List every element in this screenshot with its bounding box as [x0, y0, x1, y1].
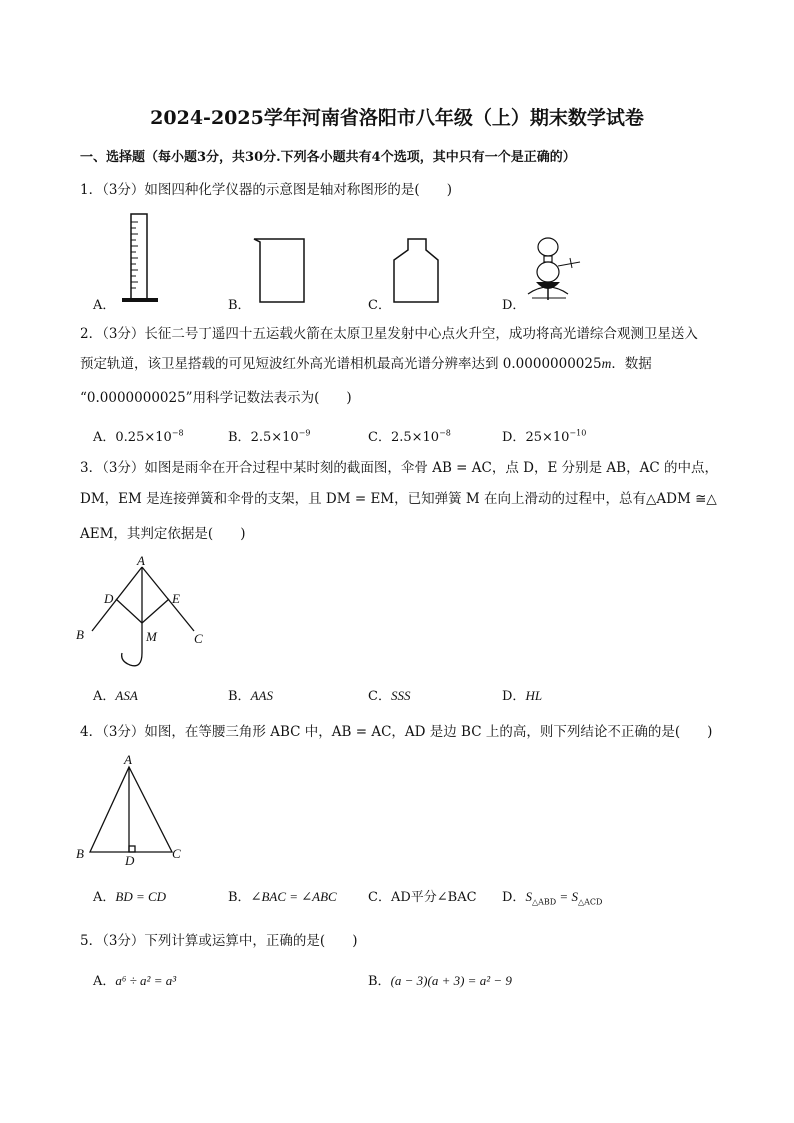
question-3-line-3: AEM，其判定依据是( )	[80, 526, 246, 542]
question-1-stem: 1．（3分）如图四种化学仪器的示意图是轴对称图形的是( )	[80, 182, 452, 198]
question-1-option-a[interactable]: A．	[93, 298, 116, 313]
question-1-option-d[interactable]: D．	[502, 298, 526, 313]
figure-distillation-apparatus	[522, 234, 602, 306]
question-2-line-2: 预定轨道，该卫星搭载的可见短波红外高光谱相机最高光谱分辨率达到 0.0000000025m．数据	[80, 356, 652, 372]
figure-beaker	[250, 236, 310, 306]
question-2-option-a[interactable]: A．$0.25\times 10^{-8}$	[93, 428, 184, 445]
question-2-option-d[interactable]: D．$25\times 10^{-10}$	[502, 428, 587, 445]
umbrella-label-c: C	[194, 631, 203, 646]
question-5-option-a[interactable]: A．a⁶ ÷ a² = a³	[93, 973, 177, 989]
triangle-label-b: B	[76, 846, 84, 861]
question-1-option-c[interactable]: C．	[368, 298, 391, 313]
question-3-line-2: DM，EM 是连接弹簧和伞骨的支架，且 DM = EM，已知弹簧 M 在向上滑动的过程中，总有△ADM ≅△	[80, 491, 717, 507]
umbrella-label-d: D	[104, 591, 114, 606]
umbrella-label-m: M	[146, 629, 157, 644]
question-4-option-d[interactable]: D．$S_{\triangle ABD} = S_{\triangle ACD}$	[502, 889, 603, 907]
question-3-option-d[interactable]: D．HL	[502, 688, 543, 704]
triangle-label-d: D	[125, 853, 135, 868]
section-heading: 一、选择题（每小题3分，共30分.下列各小题共有4个选项，其中只有一个是正确的）	[80, 150, 576, 165]
figure-umbrella	[72, 555, 212, 675]
triangle-label-a: A	[124, 752, 132, 767]
umbrella-label-e: E	[172, 591, 180, 606]
question-2-option-b[interactable]: B．$2.5\times 10^{-9}$	[228, 428, 311, 445]
question-4-line-1: 4．（3分）如图，在等腰三角形 ABC 中，AB = AC，AD 是边 BC 上的高，则下列结论不正确的是( )	[80, 724, 713, 740]
question-2-line-3: “0.0000000025”用科学记数法表示为( )	[80, 390, 352, 406]
question-2-option-c[interactable]: C．$2.5\times 10^{-8}$	[368, 428, 451, 445]
question-4-option-c[interactable]: C．AD平分∠BAC	[368, 890, 477, 905]
question-2-line-1: 2．（3分）长征二号丁遥四十五运载火箭在太原卫星发射中心点火升空，成功将高光谱综合观测卫星送入	[80, 326, 698, 342]
question-3-option-a[interactable]: A．ASA	[93, 688, 138, 704]
question-1-option-b[interactable]: B．	[228, 298, 251, 313]
question-3-option-b[interactable]: B．AAS	[228, 688, 273, 704]
question-3-line-1: 3．（3分）如图是雨伞在开合过程中某时刻的截面图，伞骨 AB = AC，点 D，E 分别是 AB，AC 的中点，	[80, 460, 718, 476]
question-4-option-a[interactable]: A．BD = CD	[93, 889, 167, 905]
triangle-label-c: C	[172, 846, 181, 861]
umbrella-label-b: B	[76, 627, 84, 642]
page-title: 2024-2025学年河南省洛阳市八年级（上）期末数学试卷	[150, 107, 644, 129]
question-3-option-c[interactable]: C．SSS	[368, 688, 411, 704]
umbrella-label-a: A	[137, 553, 145, 568]
question-5-stem: 5．（3分）下列计算或运算中，正确的是( )	[80, 933, 358, 949]
figure-graduated-cylinder	[118, 212, 163, 304]
question-4-option-b[interactable]: B．∠BAC = ∠ABC	[228, 889, 337, 905]
question-5-option-b[interactable]: B．(a − 3)(a + 3) = a² − 9	[368, 973, 512, 989]
figure-isosceles-triangle	[72, 752, 192, 872]
figure-wide-mouth-bottle	[390, 236, 445, 306]
